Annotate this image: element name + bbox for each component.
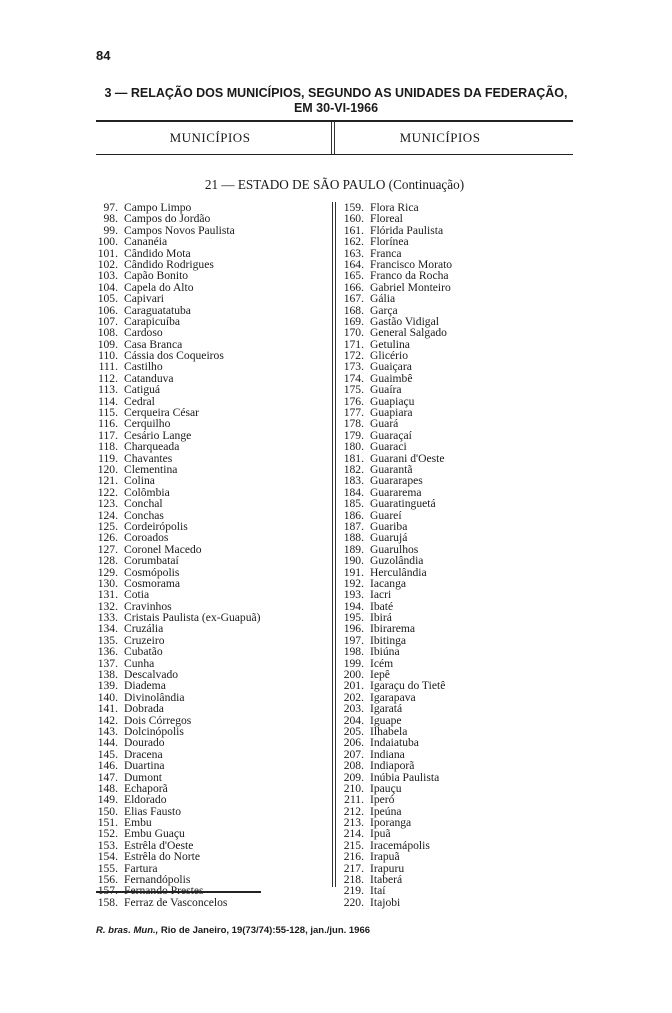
municipality-name: Iguape — [370, 713, 402, 727]
municipality-name: Ipauçu — [370, 781, 402, 795]
entry-number: 217. — [343, 861, 364, 875]
entry-number: 141. — [97, 702, 118, 716]
municipality-name: Colina — [124, 474, 155, 488]
municipality-name: Dourado — [124, 736, 165, 750]
entry-number: 220. — [343, 895, 364, 909]
entry-number: 134. — [97, 622, 118, 636]
municipality-name: Echaporã — [124, 781, 168, 795]
municipality-name: Francisco Morato — [370, 257, 453, 271]
municipality-name: Campo Limpo — [124, 201, 192, 214]
entry-number: 158. — [97, 895, 118, 909]
list-item — [340, 760, 570, 771]
municipality-name: Dracena — [124, 747, 163, 761]
entry-number: 140. — [97, 690, 118, 704]
municipality-name: Cesário Lange — [124, 428, 192, 442]
header-divider — [334, 122, 335, 154]
list-item — [80, 555, 330, 566]
entry-number: 153. — [97, 838, 118, 852]
entry-number: 204. — [343, 713, 364, 727]
municipality-name: Iacanga — [370, 576, 407, 590]
municipality-name: Indaiatuba — [370, 736, 419, 750]
entry-number: 143. — [97, 724, 118, 738]
entry-number: 106. — [97, 303, 118, 317]
list-item — [340, 498, 570, 509]
list-item — [80, 703, 330, 714]
municipality-name: Dobrada — [124, 702, 164, 716]
entry-number: 172. — [343, 349, 364, 363]
municipality-name: Guarujá — [370, 531, 408, 545]
municipality-name: Floreal — [370, 212, 403, 226]
municipality-name: Corumbataí — [124, 554, 179, 568]
entry-number: 110. — [98, 349, 118, 363]
entry-number: 203. — [343, 702, 364, 716]
entry-number: 131. — [97, 588, 118, 602]
entry-number: 129. — [97, 565, 118, 579]
municipality-name: Ilhabela — [370, 724, 408, 738]
municipality-name: Cruzeiro — [124, 633, 165, 647]
list-item — [340, 293, 570, 304]
entry-number: 160. — [343, 212, 364, 226]
entry-number: 208. — [343, 759, 364, 773]
entry-number: 174. — [343, 371, 364, 385]
municipality-name: Icém — [370, 656, 394, 670]
entry-number: 127. — [97, 542, 118, 556]
municipality-name: Fernandópolis — [124, 873, 191, 887]
entry-number: 170. — [343, 326, 364, 340]
municipality-name: Guararema — [370, 485, 422, 499]
entry-number: 166. — [343, 280, 364, 294]
municipality-name: Dolcinópolis — [124, 724, 184, 738]
list-item — [80, 293, 330, 304]
column-header-left: MUNICÍPIOS — [169, 130, 251, 145]
municipality-name: Itaí — [370, 884, 386, 898]
municipality-name: Franca — [370, 246, 402, 260]
municipality-name: Cravinhos — [124, 599, 172, 613]
entry-number: 142. — [97, 713, 118, 727]
municipality-name: Guzolândia — [370, 554, 424, 568]
municipality-name: Igaratá — [370, 702, 403, 716]
municipality-name: Guarantã — [370, 462, 413, 476]
municipality-name: Gabriel Monteiro — [370, 280, 451, 294]
municipality-name: Cotia — [124, 588, 150, 602]
entry-number: 146. — [97, 759, 118, 773]
municipality-name: Descalvado — [124, 668, 179, 682]
municipality-name: Ibiúna — [370, 645, 400, 659]
right-column-list — [340, 202, 570, 908]
list-item — [80, 236, 330, 247]
entry-number: 201. — [343, 679, 364, 693]
municipality-name: Capão Bonito — [124, 269, 189, 283]
entry-number: 114. — [98, 394, 118, 408]
municipality-name: Cubatão — [124, 645, 163, 659]
entry-number: 190. — [343, 554, 364, 568]
municipality-name: Guará — [370, 417, 399, 431]
entry-number: 168. — [343, 303, 364, 317]
entry-number: 209. — [343, 770, 364, 784]
municipality-name: Igaraçu do Tietê — [370, 679, 446, 693]
entry-number: 139. — [97, 679, 118, 693]
municipality-name: Eldorado — [124, 793, 167, 807]
list-item — [80, 532, 330, 543]
entry-number: 101. — [97, 246, 118, 260]
municipality-name: Franco da Rocha — [370, 269, 449, 283]
entry-number: 193. — [343, 588, 364, 602]
municipality-name: Cedral — [124, 394, 155, 408]
entry-number: 200. — [343, 668, 364, 682]
entry-number: 196. — [343, 622, 364, 636]
entry-number: 169. — [343, 314, 364, 328]
municipality-name: Ibirá — [370, 611, 392, 625]
municipality-name: Guareí — [370, 508, 402, 522]
entry-number: 111. — [98, 360, 118, 374]
entry-number: 178. — [343, 417, 364, 431]
municipality-name: Coroados — [124, 531, 169, 545]
journal-abbrev: R. bras. Mun., — [96, 925, 159, 936]
municipality-name: Cordeirópolis — [124, 519, 188, 533]
list-item — [340, 555, 570, 566]
municipality-name: Irapuru — [370, 861, 405, 875]
entry-number: 113. — [98, 383, 118, 397]
municipality-name: Dois Córregos — [124, 713, 192, 727]
municipality-name: Embu — [124, 816, 152, 830]
municipality-name: Itajobi — [370, 895, 401, 909]
citation-details: Rio de Janeiro, 19(73/74):55-128, jan./jun. 1966 — [158, 925, 371, 936]
entry-number: 176. — [343, 394, 364, 408]
entry-number: 155. — [97, 861, 118, 875]
list-item — [80, 851, 330, 862]
municipality-name: Campos Novos Paulista — [124, 223, 235, 237]
entry-number: 137. — [97, 656, 118, 670]
municipality-name: Catiguá — [124, 383, 161, 397]
entry-number: 205. — [343, 724, 364, 738]
entry-number: 177. — [343, 406, 364, 420]
list-item — [340, 327, 570, 338]
entry-number: 108. — [97, 326, 118, 340]
entry-number: 100. — [97, 235, 118, 249]
municipality-name: Iracemápolis — [370, 838, 430, 852]
entry-number: 130. — [97, 576, 118, 590]
column-divider — [335, 202, 336, 887]
entry-number: 120. — [97, 462, 118, 476]
municipality-name: Chavantes — [124, 451, 173, 465]
entry-number: 125. — [97, 519, 118, 533]
municipality-name: Guapiara — [370, 406, 413, 420]
municipality-name: Embu Guaçu — [124, 827, 185, 841]
entry-number: 171. — [343, 337, 364, 351]
municipality-name: Guariba — [370, 519, 408, 533]
entry-number: 149. — [97, 793, 118, 807]
entry-number: 161. — [343, 223, 364, 237]
table-header-rule — [96, 154, 573, 155]
entry-number: 145. — [97, 747, 118, 761]
municipality-name: Iepê — [370, 668, 390, 682]
municipality-name: Cosmorama — [124, 576, 181, 590]
municipality-name: Casa Branca — [124, 337, 183, 351]
municipality-name: Duartina — [124, 759, 165, 773]
municipality-name: Gália — [370, 292, 396, 306]
entry-number: 173. — [343, 360, 364, 374]
entry-number: 198. — [343, 645, 364, 659]
entry-number: 180. — [343, 440, 364, 454]
municipality-name: Ipuã — [370, 827, 391, 841]
entry-number: 179. — [343, 428, 364, 442]
list-item — [340, 646, 570, 657]
entry-number: 135. — [97, 633, 118, 647]
municipality-name: Cunha — [124, 656, 155, 670]
municipality-name: Glicério — [370, 349, 408, 363]
municipality-name: Flórida Paulista — [370, 223, 444, 237]
municipality-name: Diadema — [124, 679, 166, 693]
entry-number: 211. — [344, 793, 364, 807]
municipality-name: Cerqueira César — [124, 406, 200, 420]
entry-number: 183. — [343, 474, 364, 488]
entry-number: 132. — [97, 599, 118, 613]
municipality-name: Coronel Macedo — [124, 542, 202, 556]
entry-number: 152. — [97, 827, 118, 841]
municipality-name: Florínea — [370, 235, 409, 249]
entry-number: 191. — [343, 565, 364, 579]
list-item — [340, 703, 570, 714]
list-item — [340, 589, 570, 600]
entry-number: 219. — [343, 884, 364, 898]
municipality-name: General Salgado — [370, 326, 447, 340]
entry-number: 144. — [97, 736, 118, 750]
entry-number: 184. — [343, 485, 364, 499]
entry-number: 126. — [97, 531, 118, 545]
entry-number: 136. — [97, 645, 118, 659]
entry-number: 147. — [97, 770, 118, 784]
entry-number: 123. — [97, 497, 118, 511]
list-item — [80, 441, 330, 452]
entry-number: 162. — [343, 235, 364, 249]
municipality-name: Guaraci — [370, 440, 407, 454]
municipality-name: Charqueada — [124, 440, 180, 454]
entry-number: 199. — [343, 656, 364, 670]
list-item — [340, 794, 570, 805]
entry-number: 102. — [97, 257, 118, 271]
municipality-name: Iperó — [370, 793, 395, 807]
municipality-name: Fartura — [124, 861, 158, 875]
list-item — [340, 441, 570, 452]
entry-number: 159. — [343, 201, 364, 214]
entry-number: 121. — [97, 474, 118, 488]
municipality-name: Inúbia Paulista — [370, 770, 440, 784]
entry-number: 189. — [343, 542, 364, 556]
municipality-name: Cananéia — [124, 235, 168, 249]
entry-number: 154. — [97, 850, 118, 864]
municipality-name: Guaimbê — [370, 371, 413, 385]
entry-number: 151. — [97, 816, 118, 830]
municipality-name: Colômbia — [124, 485, 170, 499]
column-divider — [332, 202, 333, 887]
municipality-name: Conchas — [124, 508, 164, 522]
municipality-name: Guarulhos — [370, 542, 419, 556]
entry-number: 186. — [343, 508, 364, 522]
municipality-name: Dumont — [124, 770, 163, 784]
entry-number: 207. — [343, 747, 364, 761]
municipality-name: Catanduva — [124, 371, 174, 385]
entry-number: 124. — [97, 508, 118, 522]
entry-number: 107. — [97, 314, 118, 328]
list-item — [80, 760, 330, 771]
list-item — [340, 897, 570, 908]
entry-number: 138. — [97, 668, 118, 682]
page-title: 3 — RELAÇÃO DOS MUNICÍPIOS, SEGUNDO AS UNIDADES DA FEDERAÇÃO, — [104, 86, 568, 100]
entry-number: 175. — [343, 383, 364, 397]
entry-number: 185. — [343, 497, 364, 511]
left-column-list — [80, 202, 330, 908]
municipality-name: Castilho — [124, 360, 163, 374]
entry-number: 97. — [103, 201, 118, 214]
list-item — [340, 851, 570, 862]
entry-number: 119. — [98, 451, 118, 465]
list-item — [80, 498, 330, 509]
entry-number: 133. — [97, 611, 118, 625]
entry-number: 187. — [343, 519, 364, 533]
list-item — [80, 327, 330, 338]
municipality-name: Cristais Paulista (ex-Guapuã) — [124, 611, 261, 625]
municipality-name: Cosmópolis — [124, 565, 180, 579]
entry-number: 148. — [97, 781, 118, 795]
municipality-name: Cândido Rodrigues — [124, 257, 214, 271]
municipality-name: Guapiaçu — [370, 394, 415, 408]
municipality-name: Indiana — [370, 747, 405, 761]
municipality-name: Getulina — [370, 337, 410, 351]
municipality-name: Herculândia — [370, 565, 427, 579]
column-header-right: MUNICÍPIOS — [399, 130, 481, 145]
entry-number: 99. — [103, 223, 118, 237]
municipality-name: Conchal — [124, 497, 163, 511]
entry-number: 112. — [98, 371, 118, 385]
entry-number: 128. — [97, 554, 118, 568]
municipality-name: Ibaté — [370, 599, 394, 613]
municipality-name: Flora Rica — [370, 201, 419, 214]
list-item — [80, 384, 330, 395]
municipality-name: Guaratinguetá — [370, 497, 436, 511]
list-item — [80, 794, 330, 805]
entry-number: 206. — [343, 736, 364, 750]
entry-number: 163. — [343, 246, 364, 260]
municipality-name: Ipeúna — [370, 804, 402, 818]
entry-number: 202. — [343, 690, 364, 704]
municipality-name: Elias Fausto — [124, 804, 182, 818]
section-title: 21 — ESTADO DE SÃO PAULO (Continuação) — [204, 177, 465, 192]
entry-number: 116. — [98, 417, 118, 431]
entry-number: 150. — [97, 804, 118, 818]
entry-number: 188. — [343, 531, 364, 545]
list-item — [80, 646, 330, 657]
municipality-name: Clementina — [124, 462, 178, 476]
municipality-name: Guaíra — [370, 383, 402, 397]
entry-number: 210. — [343, 781, 364, 795]
header-divider — [331, 122, 332, 154]
municipality-name: Cruzália — [124, 622, 164, 636]
municipality-name: Gastão Vidigal — [370, 314, 439, 328]
municipality-name: Divinolândia — [124, 690, 185, 704]
entry-number: 192. — [343, 576, 364, 590]
municipality-name: Indiaporã — [370, 759, 415, 773]
list-item — [340, 532, 570, 543]
entry-number: 182. — [343, 462, 364, 476]
entry-number: 109. — [97, 337, 118, 351]
entry-number: 215. — [343, 838, 364, 852]
municipality-name: Igarapava — [370, 690, 416, 704]
municipality-name: Cândido Mota — [124, 246, 191, 260]
footer-citation — [96, 925, 370, 936]
list-item — [80, 897, 330, 908]
entry-number: 195. — [343, 611, 364, 625]
entry-number: 104. — [97, 280, 118, 294]
entry-number: 98. — [103, 212, 118, 226]
entry-number: 214. — [343, 827, 364, 841]
list-item — [340, 236, 570, 247]
entry-number: 218. — [343, 873, 364, 887]
municipality-name: Guarani d'Oeste — [370, 451, 445, 465]
municipality-name: Iacri — [370, 588, 392, 602]
list-item — [340, 384, 570, 395]
entry-number: 164. — [343, 257, 364, 271]
municipality-name: Garça — [370, 303, 398, 317]
municipality-name: Cardoso — [124, 326, 163, 340]
entry-number: 122. — [97, 485, 118, 499]
list-item — [80, 589, 330, 600]
entry-number: 103. — [97, 269, 118, 283]
municipality-name: Estrêla do Norte — [124, 850, 200, 864]
municipality-name: Cerquilho — [124, 417, 171, 431]
entry-number: 167. — [343, 292, 364, 306]
entry-number: 181. — [343, 451, 364, 465]
municipality-name: Carapicuíba — [124, 314, 181, 328]
municipality-name: Estrêla d'Oeste — [124, 838, 194, 852]
entry-number: 118. — [98, 440, 118, 454]
entry-number: 213. — [343, 816, 364, 830]
municipality-name: Itaberá — [370, 873, 403, 887]
footnote-rule — [96, 891, 261, 893]
municipality-name: Ibitinga — [370, 633, 407, 647]
municipality-name: Ibirarema — [370, 622, 416, 636]
municipality-name: Guaiçara — [370, 360, 412, 374]
municipality-name: Guaraçaí — [370, 428, 412, 442]
municipality-name: Capivari — [124, 292, 164, 306]
entry-number: 165. — [343, 269, 364, 283]
entry-number: 197. — [343, 633, 364, 647]
entry-number: 216. — [343, 850, 364, 864]
page-number: 84 — [96, 48, 111, 63]
municipality-name: Campos do Jordão — [124, 212, 211, 226]
entry-number: 117. — [98, 428, 118, 442]
entry-number: 115. — [98, 406, 118, 420]
page-subtitle: EM 30-VI-1966 — [293, 101, 379, 115]
entry-number: 105. — [97, 292, 118, 306]
entry-number: 194. — [343, 599, 364, 613]
municipality-name: Caraguatatuba — [124, 303, 191, 317]
entry-number: 156. — [97, 873, 118, 887]
municipality-name: Iporanga — [370, 816, 412, 830]
municipality-name: Ferraz de Vasconcelos — [124, 895, 228, 909]
municipality-name: Irapuã — [370, 850, 400, 864]
municipality-name: Cássia dos Coqueiros — [124, 349, 224, 363]
entry-number: 212. — [343, 804, 364, 818]
municipality-name: Guararapes — [370, 474, 423, 488]
municipality-name: Capela do Alto — [124, 280, 194, 294]
